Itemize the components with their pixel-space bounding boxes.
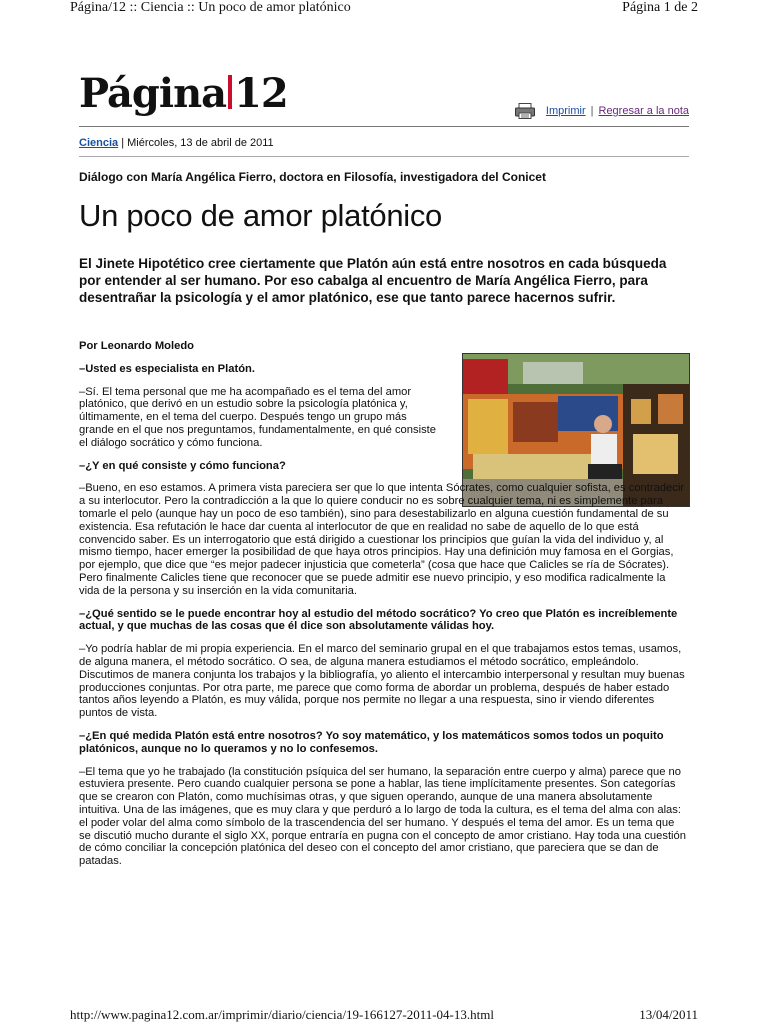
article-meta xyxy=(79,137,274,149)
question-paragraph: –¿En qué medida Platón está entre nosotros? Yo soy matemático, y los matemáticos somos todos un poquito platónicos, aunque no lo queramos y no lo confesemos. xyxy=(79,729,664,755)
section-link[interactable]: Ciencia xyxy=(79,137,119,149)
article-title: Un poco de amor platónico xyxy=(79,198,443,233)
article-lead: El Jinete Hipotético cree ciertamente que Platón aún está entre nosotros en cada búsqueda por entender al ser humano. Por eso cabalga al encuentro de María Angélica Fierro, para desentrañar la psicología y el amor platónico, ese que tanto parece hacernos sufrir. xyxy=(79,256,667,305)
article-toolbar xyxy=(515,103,689,119)
print-footer-date: 13/04/2011 xyxy=(639,1007,698,1022)
question-paragraph: –Usted es especialista en Platón. xyxy=(79,362,255,375)
meta-divider xyxy=(79,156,689,157)
article-kicker: Diálogo con María Angélica Fierro, doctora en Filosofía, investigadora del Conicet xyxy=(79,170,546,184)
back-to-article-link[interactable]: Regresar a la nota xyxy=(598,105,689,117)
printer-icon[interactable] xyxy=(515,103,535,119)
article-byline: Por Leonardo Moledo xyxy=(79,340,194,352)
meta-separator: | xyxy=(121,137,125,149)
print-header-page: Página 1 de 2 xyxy=(622,0,698,15)
print-footer-url: http://www.pagina12.com.ar/imprimir/diario/ciencia/19-166127-2011-04-13.html xyxy=(70,1007,494,1022)
article-body xyxy=(79,340,689,878)
print-link[interactable]: Imprimir xyxy=(545,105,586,117)
logo-text-right: 12 xyxy=(234,70,288,117)
question-paragraph: –¿Qué sentido se le puede encontrar hoy al estudio del método socrático? Yo creo que Platón es increíblemente actual, y que muchas de las cosas que él dice son absolutamente válidas hoy. xyxy=(79,607,678,633)
print-header-title: Página/12 :: Ciencia :: Un poco de amor platónico xyxy=(70,0,351,15)
question-paragraph: –¿Y en qué consiste y cómo funciona? xyxy=(79,459,286,472)
answer-paragraph: –Bueno, en eso estamos. A primera vista pareciera ser que lo que intenta Sócrates, como cualquier sofista, es contradecir a su interlocutor. Pero la contradicción a la que lo quiere conducir no es sobre cualquier tema, ni es simplemente para tomarle el pelo (aunque hay un poco de eso también), sino para desestabilizarlo en alguna cuestión fundamental de su existencia. Esa refutación le hace dar cuenta al interlocutor de que en realidad no sabe de aquello de lo que está convencido saber. Es un interrogatorio que está dirigido a cuestionar los principios que guían la vida del individuo y, al mismo tiempo, hacer emerger la posibilidad de que haya otros principios. Hay una definición muy famosa en el Gorgias, por ejemplo, que dice que “es mejor padecer injusticia que cometerla” (cosa que hace que Calicles se ría de Sócrates). Pero finalmente Calicles tiene que reconocer que se puede admitir ese nuevo principio, y eso modifica radicalmente la vida de la persona y su inserción en la vida comunitaria. xyxy=(79,482,685,597)
answer-paragraph: –Sí. El tema personal que me ha acompañado es el tema del amor platónico, que derivó en un estudio sobre la psicología platónica y, últimamente, en el tema del cuerpo. Después tengo un grupo más grande en el que nos preguntamos, fundamentalmente, en qué consiste el diálogo socrático y cómo funciona. xyxy=(79,385,437,449)
answer-paragraph: –Yo podría hablar de mi propia experiencia. En el marco del seminario grupal en el que trabajamos estos temas, usamos, de alguna manera, el método socrático. O sea, de alguna manera estudiamos el método socrático, empleándolo. Discutimos de manera conjunta los trabajos y la bibliografía, yo aliento el intercambio interpersonal y resultan muy buenas producciones conjuntas. Por otra parte, me parece que como forma de abordar un problema, después de haber estado tantos años leyendo a Platón, es muy válida, porque nos permite no llegar a una respuesta, sino ir viendo diferentes puntos de vista. xyxy=(79,643,685,720)
logo-text-left: Página xyxy=(79,70,227,117)
logo-bar xyxy=(228,75,232,109)
answer-paragraph: –El tema que yo he trabajado (la constitución psíquica del ser humano, la separación entre cuerpo y alma) parece que no estuviera presente. Pero cuando cualquier persona se pone a hablar, las tiene implícitamente presentes. Son categorías que se crearon con Platón, como muchísimas otras, y que siguen operando, aunque de una manera absolutamente intuitiva. Una de las imágenes, que es muy clara y que perduró a lo largo de toda la cultura, es el tema del alma con alas: el poder volar del alma como símbolo de la trascendencia del ser humano. Y después el tema del amor. Es un tema que se discutió mucho durante el siglo XX, porque entraría en pugna con el concepto de amor cristiano. Hay toda una cuestión de cómo conciliar la concepción platónica del deseo con el concepto del amor cristiano, que pareciera que se dan de patadas. xyxy=(79,765,686,868)
header-divider xyxy=(79,126,689,127)
article-date: Miércoles, 13 de abril de 2011 xyxy=(127,137,274,149)
pagina12-logo xyxy=(79,70,288,117)
toolbar-separator: | xyxy=(590,105,594,117)
